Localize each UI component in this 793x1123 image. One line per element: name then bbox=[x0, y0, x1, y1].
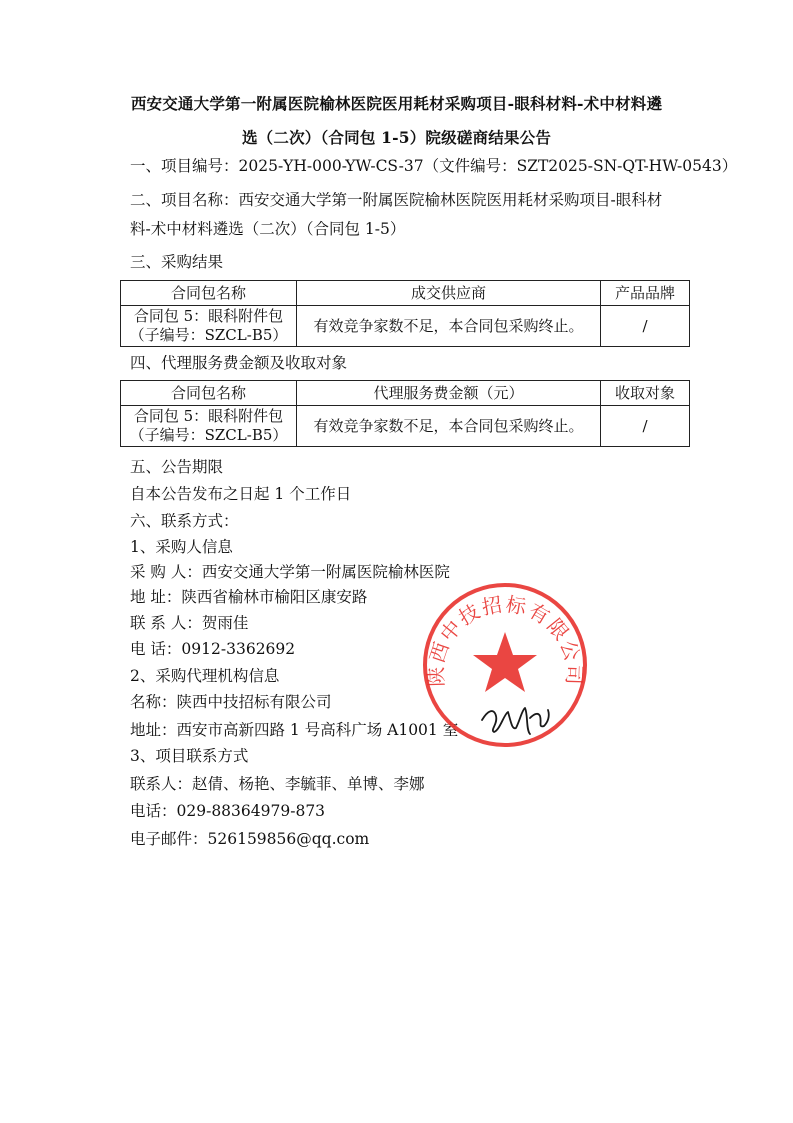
header-package-name: 合同包名称 bbox=[121, 381, 297, 406]
seal-text: 陕西中技招标有限公司 bbox=[423, 591, 587, 688]
procurement-result-table bbox=[120, 280, 690, 347]
project-name-line-1: 二、项目名称：西安交通大学第一附属医院榆林医院医用耗材采购项目-眼科材 bbox=[130, 191, 663, 209]
agency-address: 地址：西安市高新四路 1 号高科广场 A1001 室 bbox=[130, 721, 459, 739]
section-announcement-period: 五、公告期限 bbox=[130, 458, 224, 476]
agency-heading: 2、采购代理机构信息 bbox=[130, 667, 280, 685]
project-number: 一、项目编号：2025-YH-000-YW-CS-37（文件编号：SZT2025-SN-QT-HW-0543） bbox=[130, 157, 738, 175]
package-name-cell bbox=[121, 406, 297, 447]
package-sub-number: （子编号：SZCL-B5） bbox=[129, 326, 288, 344]
purchaser-address: 地 址：陕西省榆林市榆阳区康安路 bbox=[130, 588, 368, 606]
project-phone: 电话：029-88364979-873 bbox=[130, 802, 326, 820]
project-contact-heading: 3、项目联系方式 bbox=[130, 747, 249, 765]
header-fee-amount: 代理服务费金额（元） bbox=[297, 381, 601, 406]
project-name-line-2: 料-术中材料遴选（二次）（合同包 1-5） bbox=[130, 220, 406, 238]
fee-payer-cell: / bbox=[601, 406, 690, 447]
section-agency-fee: 四、代理服务费金额及收取对象 bbox=[130, 354, 348, 372]
table-row bbox=[121, 306, 690, 347]
package-name: 合同包 5：眼科附件包 bbox=[133, 307, 284, 325]
agency-fee-table bbox=[120, 380, 690, 447]
project-contacts: 联系人：赵倩、杨艳、李毓菲、单博、李娜 bbox=[130, 775, 425, 793]
section-procurement-result: 三、采购结果 bbox=[130, 253, 224, 271]
supplier-cell: 有效竞争家数不足，本合同包采购终止。 bbox=[297, 306, 601, 347]
purchaser-phone: 电 话：0912-3362692 bbox=[130, 640, 296, 658]
section-contact: 六、联系方式： bbox=[130, 512, 239, 530]
package-name: 合同包 5：眼科附件包 bbox=[133, 407, 284, 425]
fee-amount-cell: 有效竞争家数不足，本合同包采购终止。 bbox=[297, 406, 601, 447]
seal-star-icon bbox=[473, 632, 537, 692]
announcement-period: 自本公告发布之日起 1 个工作日 bbox=[130, 485, 352, 503]
purchaser-contact: 联 系 人：贺雨佳 bbox=[130, 614, 249, 632]
agency-name: 名称：陕西中技招标有限公司 bbox=[130, 693, 332, 711]
title-line-1: 西安交通大学第一附属医院榆林医院医用耗材采购项目-眼科材料-术中材料遴 bbox=[130, 94, 663, 113]
table-header-row bbox=[121, 381, 690, 406]
project-email: 电子邮件：526159856@qq.com bbox=[130, 830, 370, 848]
purchaser-heading: 1、采购人信息 bbox=[130, 538, 233, 556]
header-package-name: 合同包名称 bbox=[121, 281, 297, 306]
header-brand: 产品品牌 bbox=[601, 281, 690, 306]
title-line-2: 选（二次）（合同包 1-5）院级磋商结果公告 bbox=[241, 128, 552, 147]
table-row bbox=[121, 406, 690, 447]
header-supplier: 成交供应商 bbox=[297, 281, 601, 306]
table-header-row bbox=[121, 281, 690, 306]
brand-cell: / bbox=[601, 306, 690, 347]
purchaser-name: 采 购 人：西安交通大学第一附属医院榆林医院 bbox=[130, 563, 450, 581]
package-name-cell bbox=[121, 306, 297, 347]
handwritten-signature bbox=[478, 700, 553, 740]
package-sub-number: （子编号：SZCL-B5） bbox=[129, 426, 288, 444]
header-fee-payer: 收取对象 bbox=[601, 381, 690, 406]
